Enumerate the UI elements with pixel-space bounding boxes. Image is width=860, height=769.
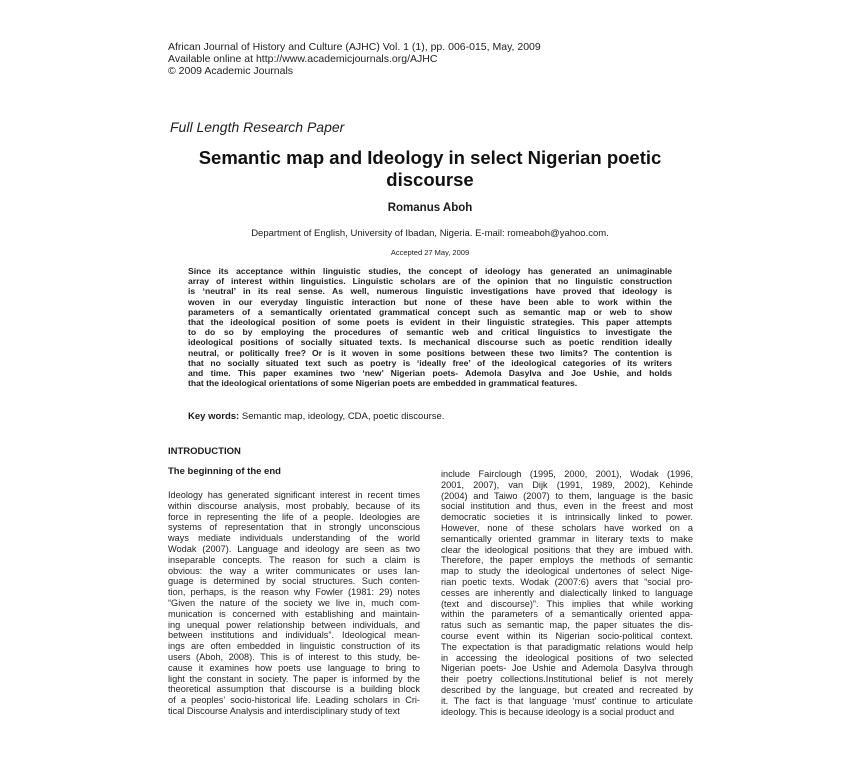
body-text-line: their poetry collections.Institutional belief is not merely [441, 674, 693, 685]
body-text-line: described by the language, but created and recreated by [441, 684, 693, 695]
body-text-line: Ideology has generated significant interest in recent times [168, 490, 420, 500]
abstract-line: to do so by employing the procedures of semantic web and critical linguistics to investigate the [188, 327, 672, 338]
body-text-line: include Fairclough (1995, 2000, 2001), Wodak (1996, [441, 469, 693, 479]
body-text-line: clear the ideological positions that they are imbued with. [441, 544, 693, 555]
body-text-line: (2004) and Taiwo (2007) to them, language is the basic [441, 490, 693, 501]
abstract-line: that no socially situated text such as poetry is ‘ideally free’ of the ideological categories of its writers [188, 357, 672, 368]
body-text-line: Therefore, the paper employs the methods of semantic [441, 555, 693, 566]
body-text-line: Nigerian poets- Joe Ushie and Ademola Dasylva through [441, 663, 693, 674]
abstract-line: ideological positions of socially situated texts. Is mechanical discourse such as poetic rendition ideally [188, 337, 672, 348]
author-name: Romanus Aboh [387, 202, 473, 214]
body-text-line: force in representing the life of a people. Ideologies are [168, 511, 420, 522]
journal-url: Available online at http://www.academicjournals.org/AJHC [168, 53, 438, 65]
body-text-line: guage is determined by social structures. Such conten- [168, 576, 420, 587]
abstract-line: is ‘neutral’ in its real sense. As well, numerous linguistic investigations have proved that ideology is [188, 286, 672, 297]
section-heading: INTRODUCTION [168, 446, 241, 457]
body-text-line: cause it examines how poets use language to bring to [168, 662, 420, 673]
abstract-line: neutral, or politically free? Or is it woven in some positions between these two limits? The contention is [188, 347, 672, 358]
body-text-line: However, none of these scholars have worked on a [441, 522, 693, 533]
body-text-line: ways mediate individuals understanding of the world [168, 533, 420, 544]
body-text-line: social institution and thus, even in the freest and most [441, 501, 693, 512]
body-text-line: within discourse analysis, most probably, because of its [168, 500, 420, 511]
journal-copyright: © 2009 Academic Journals [168, 65, 294, 77]
body-text-line: light the constant in society. The paper is informed by the [168, 673, 420, 684]
body-text-line: rian poetic texts. Wodak (2007:6) avers that “social pro- [441, 576, 693, 587]
right-column [441, 469, 693, 717]
body-text-line: course event within its Nigerian socio-political context. [441, 630, 693, 641]
body-text-line: users (Aboh, 2008). This is of interest to this study, be- [168, 651, 420, 662]
author-affiliation: Department of English, University of Ibadan, Nigeria. E-mail: romeaboh@yahoo.com. [251, 228, 609, 239]
keywords-value: Semantic map, ideology, CDA, poetic discourse. [241, 411, 445, 422]
body-text-line: ing unequal power relationship between individuals, and [168, 619, 420, 630]
keywords-label: Key words: [188, 411, 240, 422]
journal-citation: African Journal of History and Culture (AJHC) Vol. 1 (1), pp. 006-015, May, 2009 [168, 41, 541, 53]
abstract-line: array of interest within linguistics. Linguistic scholars are of the opinion that no linguistic construction [188, 276, 672, 287]
abstract-line: parameters of a semantically orientated grammatical concept such as semantic map or web to show [188, 306, 672, 317]
body-text-line: ings are often embedded in linguistic construction of its [168, 641, 420, 652]
body-text-line: democratic societies it is intrinsically linked to power. [441, 512, 693, 523]
body-text-line: systems of representation that in strongly unconscious [168, 522, 420, 533]
body-text-line: semantically oriented grammar in literary texts to make [441, 533, 693, 544]
body-text-line: within the parameters of a semantically oriented appa- [441, 609, 693, 620]
keywords [188, 411, 444, 422]
body-text-line: map to study the ideological undertones of select Nige- [441, 566, 693, 577]
body-text-line: of a peoples’ socio-historical life. Leading scholars in Cri- [168, 695, 420, 706]
body-text-line: in accessing the ideological positions of two selected [441, 652, 693, 663]
body-text-line: tion, perhaps, is the reason why Fowler (1981: 29) notes [168, 587, 420, 598]
subsection-heading: The beginning of the end [168, 466, 281, 477]
body-text-line: between institutions and individuals”. Ideological mean- [168, 630, 420, 641]
abstract-line: woven in our everyday linguistic interaction but none of these have been able to work within the [188, 296, 672, 307]
body-text-line: tical Discourse Analysis and interdisciplinary study of text [168, 705, 400, 716]
body-text-line: (text and discourse)”. This implies that while working [441, 598, 693, 609]
body-text-line: ratus such as semantic map, the paper situates the dis- [441, 620, 693, 631]
abstract [188, 266, 672, 388]
body-text-line: theoretical assumption that discourse is a building block [168, 684, 420, 695]
body-text-line: obvious: the way a writer communicates or uses lan- [168, 565, 420, 576]
body-text-line: The expectation is that paradigmatic relations would help [441, 641, 693, 652]
body-text-line: cesses are inherently and dialectically linked to language [441, 587, 693, 598]
abstract-line: that the ideological position of some poets is evident in their linguistic strategies. This paper attempts [188, 317, 672, 328]
article-type: Full Length Research Paper [170, 119, 345, 135]
paper-title [150, 147, 710, 191]
accepted-date: Accepted 27 May, 2009 [390, 248, 470, 257]
body-text-line: “Given the nature of the society we live in, much com- [168, 597, 420, 608]
body-text-line: ideology. This is because ideology is a social product and [441, 706, 675, 717]
body-text-line: Wodak (2007). Language and ideology are seen as two [168, 543, 420, 554]
body-text-line: inseparable concepts. The reason for such a claim is [168, 554, 420, 565]
journal-header [168, 41, 541, 77]
abstract-line: Since its acceptance within linguistic studies, the concept of ideology has generated an unimaginable [188, 266, 672, 276]
abstract-line: that the ideological orientations of some Nigerian poets are embedded in grammatical features. [188, 378, 578, 389]
title-line: Semantic map and Ideology in select Nigerian poetic [198, 147, 662, 168]
title-line: discourse [386, 169, 474, 190]
abstract-line: and time. This paper examines two ‘new’ Nigerian poets- Ademola Dasylva and Joe Ushie, and holds [188, 368, 672, 379]
body-text-line: munication is concerned with establishing and maintain- [168, 608, 420, 619]
body-text-line: 2001, 2007), van Dijk (1991, 1989, 2002), Kehinde [441, 479, 693, 490]
body-text-line: it. The fact is that language ‘must’ continue to articulate [441, 695, 693, 706]
left-column [168, 490, 420, 717]
